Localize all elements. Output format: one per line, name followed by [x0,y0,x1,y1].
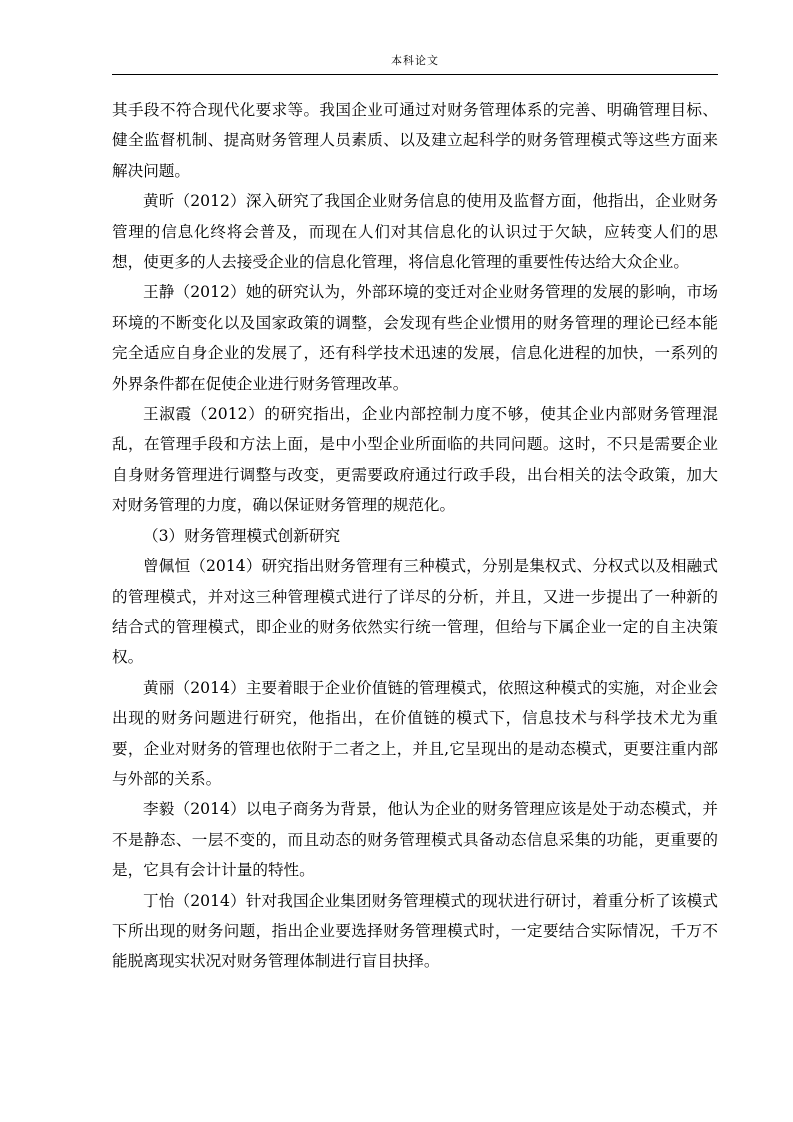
paragraph-ding-yi: 丁怡（2014）针对我国企业集团财务管理模式的现状进行研讨，着重分析了该模式下所出现的财务问题，指出企业要选择财务管理模式时，一定要结合实际情况，千万不能脱离现实状况对财务管理体制进行盲目抉择。 [112,891,718,971]
paragraph-wang-jing: 王静（2012）她的研究认为，外部环境的变迁对企业财务管理的发展的影响，市场环境的不断变化以及国家政策的调整，会发现有些企业惯用的财务管理的理论已经本能完全适应自身企业的发展了，还有科学技术迅速的发展，信息化进程的加快，一系列的外界条件都在促使企业进行财务管理改革。 [112,283,718,393]
page-header [112,54,718,75]
body-text [112,95,718,977]
paragraph-wang-shuxia: 王淑霞（2012）的研究指出，企业内部控制力度不够，使其企业内部财务管理混乱，在管理手段和方法上面，是中小型企业所面临的共同问题。这时，不只是需要企业自身财务管理进行调整与改变，更需要政府通过行政手段，出台相关的法令政策，加大对财务管理的力度，确以保证财务管理的规范化。 [112,405,718,515]
paragraph-continuation: 其手段不符合现代化要求等。我国企业可通过对财务管理体系的完善、明确管理目标、健全监督机制、提高财务管理人员素质、以及建立起科学的财务管理模式等这些方面来解决问题。 [112,101,718,180]
paragraph-huang-xin: 黄昕（2012）深入研究了我国企业财务信息的使用及监督方面，他指出，企业财务管理的信息化终将会普及，而现在人们对其信息化的认识过于欠缺，应转变人们的思想，使更多的人去接受企业的信息化管理，将信息化管理的重要性传达给大众企业。 [112,192,718,272]
header-title: 本科论文 [391,54,439,67]
paragraph-huang-li: 黄丽（2014）主要着眼于企业价值链的管理模式，依照这种模式的实施，对企业会出现的财务问题进行研究，他指出，在价值链的模式下，信息技术与科学技术尤为重要，企业对财务的管理也依附于二者之上，并且,它呈现出的是动态模式，更要注重内部与外部的关系。 [112,678,718,788]
paragraph-li-yi: 李毅（2014）以电子商务为背景，他认为企业的财务管理应该是处于动态模式，并不是静态、一层不变的，而且动态的财务管理模式具备动态信息采集的功能，更重要的是，它具有会计计量的特性。 [112,800,718,880]
section-subheading: （3）财务管理模式创新研究 [143,526,341,545]
paragraph-zeng-peiheng: 曾佩恒（2014）研究指出财务管理有三种模式，分别是集权式、分权式以及相融式的管理模式，并对这三种管理模式进行了详尽的分析，并且，又进一步提出了一种新的结合式的管理模式，即企业的财务依然实行统一管理，但给与下属企业一定的自主决策权。 [112,557,718,667]
